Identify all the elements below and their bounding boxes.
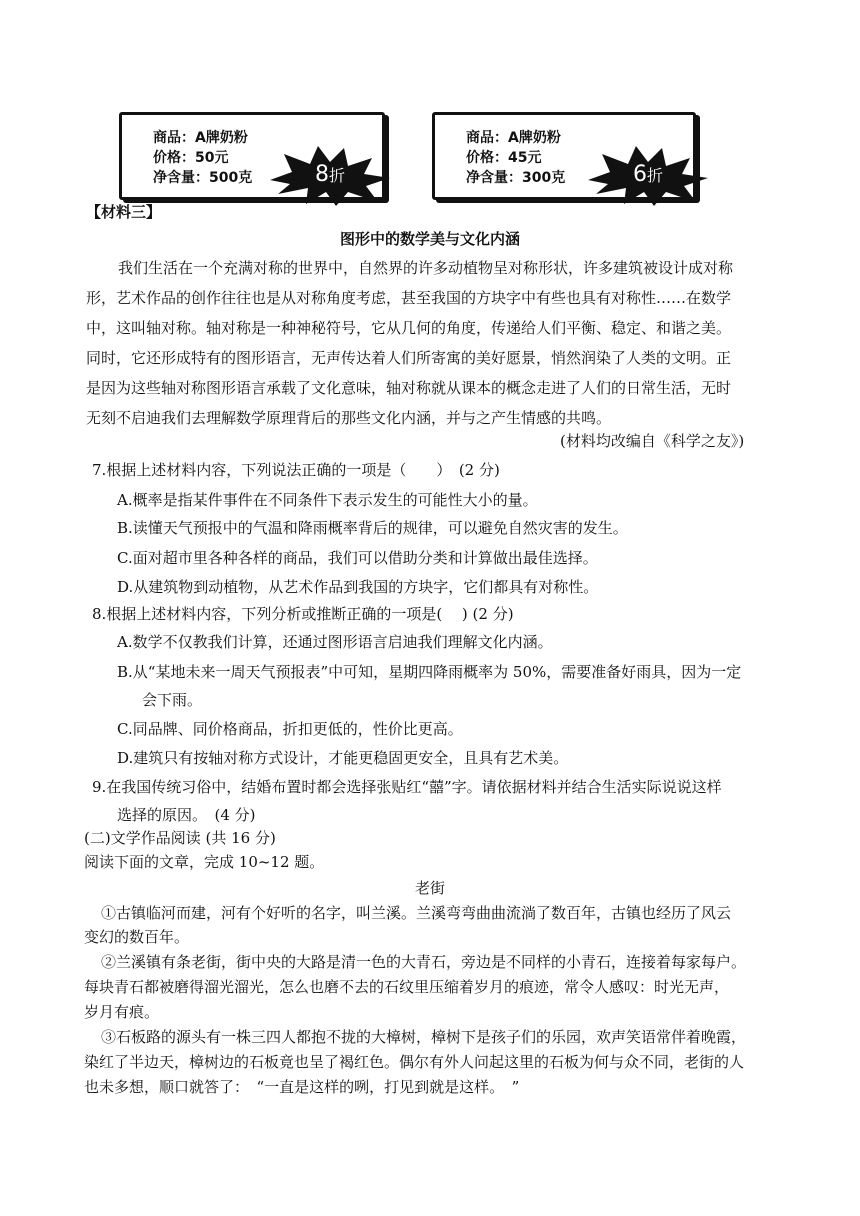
material-three-para-line: 无刻不启迪我们去理解数学原理背后的那些文化内涵，并与之产生情感的共鸣。	[86, 409, 612, 427]
material-source: (材料均改编自《科学之友》)	[560, 432, 745, 450]
story-paragraph-3: ③石板路的源头有一株三四人都抱不拢的大樟树，樟树下是孩子们的乐园，欢声笑语常伴着晚霞，	[101, 1028, 747, 1046]
discount-number-1: 8	[314, 162, 329, 187]
discount-number-2: 6	[632, 162, 647, 187]
material-three-heading: 【材料三】	[86, 203, 162, 221]
material-three-para-line: 同时，它还形成特有的图形语言，无声传达着人们所寄寓的美好愿景，悄然润染了人类的文明。正	[86, 349, 732, 367]
label-1-net: 净含量：500克	[153, 170, 253, 186]
question-7-option-a: A.概率是指某件事件在不同条件下表示发生的可能性大小的量。	[117, 491, 538, 509]
question-7-option-d: D.从建筑物到动植物，从艺术作品到我国的方块字，它们都具有对称性。	[117, 578, 599, 596]
story-paragraph-1: ①古镇临河而建，河有个好听的名字，叫兰溪。兰溪弯弯曲曲流淌了数百年，古镇也经历了风云	[101, 904, 732, 922]
question-9-line-1: 9.在我国传统习俗中，结婚布置时都会选择张贴红“囍”字。请依据材料并结合生活实际说说这样	[92, 778, 722, 796]
story-paragraph-3-cont: 也未多想，顺口就答了： “一直是这样的咧，打见到就是这样。 ”	[84, 1078, 520, 1096]
question-7-option-c: C.面对超市里各种各样的商品，我们可以借助分类和计算做出最佳选择。	[117, 549, 598, 567]
story-paragraph-2-cont: 岁月有痕。	[84, 1003, 160, 1021]
label-1-price: 价格：50元	[153, 150, 229, 166]
story-paragraph-1-cont: 变幻的数百年。	[84, 928, 190, 946]
story-paragraph-2: ②兰溪镇有条老街，街中央的大路是清一色的大青石，旁边是不同样的小青石，连接着每家每户。	[101, 953, 747, 971]
discount-burst-1	[270, 144, 390, 206]
material-three-para-line: 是因为这些轴对称图形语言承载了文化意味，轴对称就从课本的概念走进了人们的日常生活，无时	[86, 379, 732, 397]
story-paragraph-3-cont: 染红了半边天，樟树边的石板竟也呈了褐红色。偶尔有外人问起这里的石板为何与众不同，老街的人	[84, 1053, 745, 1071]
question-8-option-c: C.同品牌、同价格商品，折扣更低的，性价比更高。	[117, 720, 463, 738]
story-title: 老街	[414, 879, 445, 897]
material-three-para-line: 我们生活在一个充满对称的世界中，自然界的许多动植物呈对称形状，许多建筑被设计成对称	[118, 259, 734, 277]
question-8-stem: 8.根据上述材料内容，下列分析或推断正确的一项是( ) (2 分)	[92, 605, 514, 623]
section-2-instruction: 阅读下面的文章，完成 10~12 题。	[84, 853, 325, 871]
material-three-title: 图形中的数学美与文化内涵	[339, 230, 520, 248]
story-paragraph-2-cont: 每块青石都被磨得溜光溜光，怎么也磨不去的石纹里压缩着岁月的痕迹，常令人感叹：时光无声，	[84, 978, 730, 996]
question-8-option-d: D.建筑只有按轴对称方式设计，才能更稳固更安全，且具有艺术美。	[117, 749, 569, 767]
section-2-title: (二)文学作品阅读 (共 16 分)	[84, 829, 276, 847]
material-three-para-line: 形，艺术作品的创作往往也是从对称角度考虑，甚至我国的方块字中有些也具有对称性……在数学	[86, 289, 732, 307]
discount-word-2: 折	[646, 166, 663, 185]
question-8-option-b-cont: 会下雨。	[142, 691, 203, 709]
material-three-para-line: 中，这叫轴对称。轴对称是一种神秘符号，它从几何的角度，传递给人们平衡、稳定、和谐之美。	[86, 319, 732, 337]
label-2-net: 净含量：300克	[466, 170, 566, 186]
question-7-option-b: B.读懂天气预报中的气温和降雨概率背后的规律，可以避免自然灾害的发生。	[117, 519, 628, 537]
question-8-option-a: A.数学不仅教我们计算，还通过图形语言启迪我们理解文化内涵。	[117, 633, 553, 651]
question-9-line-2: 选择的原因。 (4 分)	[117, 806, 256, 824]
label-1-product: 商品：A牌奶粉	[153, 130, 248, 146]
label-2-product: 商品：A牌奶粉	[466, 130, 561, 146]
discount-word-1: 折	[328, 166, 345, 185]
discount-burst-2	[588, 144, 708, 206]
label-2-price: 价格：45元	[466, 150, 542, 166]
question-8-option-b: B.从“某地未来一周天气预报表”中可知，星期四降雨概率为 50%，需要准备好雨具，因为一定	[117, 663, 742, 681]
question-7-stem: 7.根据上述材料内容，下列说法正确的一项是（ ） (2 分)	[92, 461, 500, 479]
